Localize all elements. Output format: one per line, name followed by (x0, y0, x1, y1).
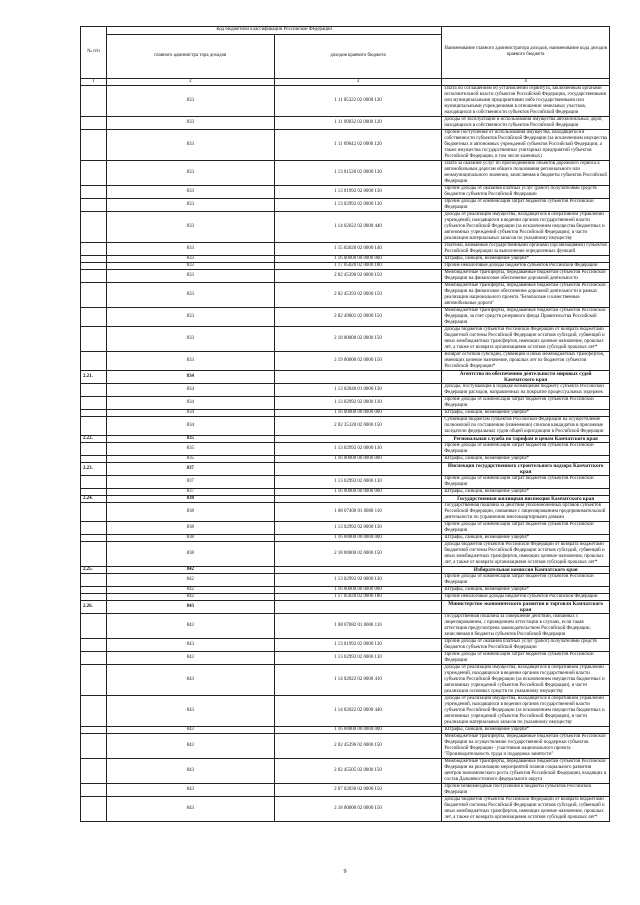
row-description: Межбюджетные трансферты, передаваемые бюджетам субъектов Российской Федерации на финансовое обеспечение дорожной деятельности в рамках реализации национального проекта "Безопасные и качественные автомобильные дороги" (442, 282, 610, 307)
row-admin-code: 834 (107, 370, 275, 383)
row-number (81, 129, 107, 160)
table-row (81, 185, 610, 198)
table-row (81, 269, 610, 282)
row-description: Штрафы, санкции, возмещение ущерба* (442, 488, 610, 495)
row-description: Прочие неналоговые доходы бюджетов субъектов Российской Федерации (442, 593, 610, 600)
row-revenue-code (274, 495, 442, 502)
table-row (81, 396, 610, 409)
row-description: Инспекция государственного строительного надзора Камчатского края (442, 462, 610, 475)
row-description: Доходы бюджетов субъектов Российской Федерации от возврата бюджетами бюджетной системы Российской Федерации остатков субсидий, субвенций и иных межбюджетных трансфертов, имеющих целевое назначение, прошлых лет, а также от возврата организациями остатков субсидий прошлых лет* (442, 326, 610, 351)
table-row (81, 198, 610, 211)
row-admin-code: 843 (107, 726, 275, 733)
row-description: Министерство экономического развития и торговли Камчатского края (442, 600, 610, 613)
table-row (81, 613, 610, 638)
row-description: Агентство по обеспечению деятельности мировых судей Камчатского края (442, 370, 610, 383)
table-row (81, 593, 610, 600)
row-number (81, 695, 107, 726)
row-number (81, 242, 107, 255)
header-index-1: 1 (81, 78, 107, 85)
table-row (81, 242, 610, 255)
table-row (81, 262, 610, 269)
row-admin-code: 843 (107, 638, 275, 651)
row-number (81, 733, 107, 758)
row-description: Государственная пошлина за совершение действий, связанных с лицензированием, с проведением аттестации в случаях, если такая аттестация предусмотрена законодательством Российской Федерации, зачисляемая в бюджеты субъектов Российской Федерации (442, 613, 610, 638)
row-number (81, 664, 107, 695)
row-description: Государственная пошлина за действия уполномоченных органов субъектов Российской Федерации, связанные с лицензированием предпринимательской деятельности по управлению многоквартирными домами (442, 502, 610, 521)
row-admin-code: 843 (107, 733, 275, 758)
row-admin-code: 843 (107, 758, 275, 783)
table-row (81, 488, 610, 495)
row-description: Прочие неналоговые доходы бюджетов субъектов Российской Федерации (442, 262, 610, 269)
row-revenue-code: 2 18 00000 02 0000 150 (274, 541, 442, 566)
row-description: Прочие поступления от использования имущества, находящегося в собственности субъектов Российской Федерации (за исключением имущества бюджетных и автономных учреждений субъектов Российской Федерации, а также имущества государственных унитарных предприятий субъектов Российской Федерации, в том числе казенных) (442, 129, 610, 160)
row-revenue-code: 1 13 02992 02 0000 130 (274, 442, 442, 455)
row-revenue-code: 1 17 05020 02 0000 180 (274, 262, 442, 269)
table-row (81, 282, 610, 307)
row-revenue-code: 1 13 01992 02 0000 130 (274, 638, 442, 651)
section-row (81, 462, 610, 475)
row-revenue-code: 1 14 02022 02 0000 440 (274, 695, 442, 726)
header-num: № п/п (81, 27, 107, 79)
row-revenue-code: 2 18 00000 02 0000 150 (274, 326, 442, 351)
table-row (81, 502, 610, 521)
table-row (81, 455, 610, 462)
row-admin-code: 843 (107, 664, 275, 695)
row-number (81, 541, 107, 566)
row-revenue-code: 1 16 00000 00 0000 000 (274, 534, 442, 541)
row-number (81, 85, 107, 116)
row-number (81, 326, 107, 351)
row-revenue-code: 1 13 02992 02 0000 130 (274, 651, 442, 664)
row-number (81, 211, 107, 242)
row-number (81, 455, 107, 462)
row-revenue-code (274, 566, 442, 573)
row-revenue-code: 1 13 02992 02 0000 130 (274, 521, 442, 534)
row-number (81, 726, 107, 733)
row-revenue-code: 2 19 00000 02 0000 150 (274, 351, 442, 370)
row-admin-code: 843 (107, 783, 275, 796)
row-admin-code: 835 (107, 442, 275, 455)
row-description: Государственная жилищная инспекция Камчатского края (442, 495, 610, 502)
row-admin-code: 843 (107, 695, 275, 726)
row-revenue-code (274, 462, 442, 475)
row-admin-code: 833 (107, 351, 275, 370)
table-row (81, 664, 610, 695)
row-description: Возврат остатков субсидий, субвенций и иных межбюджетных трансфертов, имеющих целевое назначение, прошлых лет из бюджетов субъектов Российской Федерации* (442, 351, 610, 370)
row-number (81, 269, 107, 282)
row-number (81, 488, 107, 495)
table-row (81, 442, 610, 455)
row-admin-code: 833 (107, 160, 275, 185)
row-revenue-code: 1 11 09042 02 0000 120 (274, 129, 442, 160)
row-description: Доходы бюджетов субъектов Российской Федерации от возврата бюджетами бюджетной системы Российской Федерации остатков субсидий, субвенций и иных межбюджетных трансфертов, имеющих целевое назначение, прошлых лет, а также от возврата организациями остатков субсидий прошлых лет* (442, 796, 610, 821)
row-number (81, 442, 107, 455)
row-number (81, 255, 107, 262)
row-number (81, 396, 107, 409)
row-admin-code: 833 (107, 326, 275, 351)
table-row (81, 758, 610, 783)
row-description: Штрафы, санкции, возмещение ущерба* (442, 534, 610, 541)
row-description: Прочие доходы от компенсации затрат бюджетов субъектов Российской Федерации (442, 396, 610, 409)
row-admin-code: 833 (107, 282, 275, 307)
row-description: Межбюджетные трансферты, передаваемые бюджетам субъектов Российской Федерации на финансовое обеспечение дорожной деятельности (442, 269, 610, 282)
table-row (81, 541, 610, 566)
row-number (81, 651, 107, 664)
row-description: Субвенции бюджетам субъектов Российской Федерации на осуществление полномочий по составлению (изменению) списков кандидатов в присяжные заседатели федеральных судов общей юрисдикции в Российской Федерации (442, 416, 610, 435)
row-description: Прочие доходы от компенсации затрат бюджетов субъектов Российской Федерации (442, 198, 610, 211)
row-description: Доходы от реализации имущества, находящегося в оперативном управлении учреждений, находящихся в ведении органов государственной власти субъектов Российской Федерации (за исключением имущества бюджетных и автономных учреждений субъектов Российской Федерации), в части реализации материальных запасов по указанному имуществу (442, 695, 610, 726)
row-revenue-code: 2 02 35120 02 0000 150 (274, 416, 442, 435)
row-number (81, 351, 107, 370)
row-admin-code: 834 (107, 383, 275, 396)
table-row (81, 255, 610, 262)
header-index-3: 3 (274, 78, 442, 85)
header-group: Код бюджетной классификации Российской Федерации (107, 27, 442, 35)
row-admin-code: 843 (107, 651, 275, 664)
row-admin-code: 833 (107, 269, 275, 282)
table-row (81, 475, 610, 488)
row-description: Прочие безвозмездные поступления в бюджеты субъектов Российской Федерации (442, 783, 610, 796)
table-row (81, 651, 610, 664)
row-admin-code: 833 (107, 129, 275, 160)
revenue-classification-table (80, 26, 610, 822)
row-admin-code: 843 (107, 613, 275, 638)
row-revenue-code (274, 435, 442, 442)
table-row (81, 796, 610, 821)
row-revenue-code: 1 13 02992 02 0000 130 (274, 396, 442, 409)
row-number (81, 307, 107, 326)
row-revenue-code: 1 13 01992 02 0000 130 (274, 185, 442, 198)
row-admin-code: 833 (107, 255, 275, 262)
row-revenue-code: 1 13 02992 02 0000 130 (274, 573, 442, 586)
row-revenue-code: 1 13 02992 02 0000 130 (274, 198, 442, 211)
row-number (81, 586, 107, 593)
row-admin-code: 842 (107, 593, 275, 600)
table-row (81, 351, 610, 370)
row-description: Избирательная комиссия Камчатского края (442, 566, 610, 573)
row-number (81, 383, 107, 396)
table-row (81, 733, 610, 758)
row-description: Плата по соглашениям об установлении сервитута, заключенным органами исполнительной власти субъектов Российской Федерации, государственными или муниципальными предприятиями либо государственными или муниципальными учреждениями в отношении земельных участков, находящихся в собственности субъектов Российской Федерации (442, 85, 610, 116)
row-description: Платежи, взимаемые государственными органами (организациями) субъектов Российской Федерации за выполнение определенных функций (442, 242, 610, 255)
row-revenue-code: 2 18 00000 02 0000 150 (274, 796, 442, 821)
row-admin-code: 842 (107, 573, 275, 586)
row-admin-code: 837 (107, 488, 275, 495)
table-row (81, 638, 610, 651)
table-row (81, 129, 610, 160)
row-revenue-code: 2 02 45390 02 0000 150 (274, 269, 442, 282)
row-revenue-code: 1 14 02022 02 0000 410 (274, 664, 442, 695)
row-admin-code: 834 (107, 416, 275, 435)
row-number: 2.26. (81, 600, 107, 613)
row-admin-code: 842 (107, 566, 275, 573)
header-name: Наименование главного администратора доходов, наименование кода доходов краевого бюджета (442, 27, 610, 79)
row-number (81, 638, 107, 651)
row-revenue-code: 1 16 00000 00 0000 000 (274, 726, 442, 733)
row-description: Региональная служба по тарифам и ценам Камчатского края (442, 435, 610, 442)
row-number (81, 262, 107, 269)
row-number (81, 416, 107, 435)
row-revenue-code: 1 16 00000 00 0000 000 (274, 488, 442, 495)
row-revenue-code: 2 07 02030 02 0000 150 (274, 783, 442, 796)
row-revenue-code: 1 16 00000 00 0000 000 (274, 409, 442, 416)
section-row (81, 495, 610, 502)
section-row (81, 370, 610, 383)
row-revenue-code: 2 02 45296 02 0000 150 (274, 733, 442, 758)
table-row (81, 326, 610, 351)
row-description: Межбюджетные трансферты, передаваемые бюджетам субъектов Российской Федерации на осуществление государственной поддержки субъектов Российской Федерации - участников национального проекта "Производительность труда и поддержка занятости" (442, 733, 610, 758)
row-description: Прочие доходы от компенсации затрат бюджетов субъектов Российской Федерации (442, 521, 610, 534)
row-description: Прочие доходы от компенсации затрат бюджетов субъектов Российской Федерации (442, 651, 610, 664)
row-admin-code: 833 (107, 85, 275, 116)
table-row (81, 695, 610, 726)
row-admin-code: 833 (107, 307, 275, 326)
row-admin-code: 833 (107, 211, 275, 242)
table-row (81, 116, 610, 129)
row-description: Штрафы, санкции, возмещение ущерба* (442, 455, 610, 462)
row-description: Доходы, поступающие в порядке возмещения бюджету субъекта Российской Федерации расходов, направленных на покрытие процессуальных издержек (442, 383, 610, 396)
row-admin-code: 833 (107, 185, 275, 198)
row-description: Доходы от эксплуатации и использования имущества автомобильных дорог, находящихся в собственности субъектов Российской Федерации (442, 116, 610, 129)
row-number (81, 783, 107, 796)
table-body (81, 85, 610, 821)
document-page (80, 26, 610, 875)
row-revenue-code: 2 02 45393 02 0000 150 (274, 282, 442, 307)
row-revenue-code: 1 14 02022 02 0000 440 (274, 211, 442, 242)
row-revenue-code: 1 13 02040 01 0000 130 (274, 383, 442, 396)
row-number: 2.23. (81, 462, 107, 475)
row-admin-code: 833 (107, 242, 275, 255)
section-row (81, 600, 610, 613)
row-revenue-code: 1 11 05322 02 0000 120 (274, 85, 442, 116)
row-revenue-code: 2 02 49001 02 0000 150 (274, 307, 442, 326)
row-revenue-code: 1 16 00000 00 0000 000 (274, 586, 442, 593)
row-description: Прочие доходы от компенсации затрат бюджетов субъектов Российской Федерации (442, 573, 610, 586)
row-description: Штрафы, санкции, возмещение ущерба* (442, 586, 610, 593)
row-revenue-code: 1 08 07400 01 0000 110 (274, 502, 442, 521)
row-number (81, 282, 107, 307)
row-admin-code: 834 (107, 396, 275, 409)
row-number (81, 593, 107, 600)
row-description: Прочие доходы от оказания платных услуг (работ) получателями средств бюджетов субъектов Российской Федерации (442, 185, 610, 198)
page-number: 9 (343, 869, 347, 875)
row-admin-code: 838 (107, 495, 275, 502)
header-index-4: 4 (442, 78, 610, 85)
row-admin-code: 835 (107, 455, 275, 462)
table-row (81, 383, 610, 396)
row-admin-code: 843 (107, 796, 275, 821)
row-description: Доходы от реализации имущества, находящегося в оперативном управлении учреждений, находящихся в ведении органов государственной власти субъектов Российской Федерации (за исключением имущества бюджетных и автономных учреждений субъектов Российской Федерации), в части реализации основных средств по указанному имуществу (442, 664, 610, 695)
row-revenue-code: 1 13 02992 02 0000 130 (274, 475, 442, 488)
row-description: Прочие доходы от оказания платных услуг (работ) получателями средств бюджетов субъектов Российской Федерации (442, 638, 610, 651)
row-description: Межбюджетные трансферты, передаваемые бюджетам субъектов Российской Федерации, за счет средств резервного фонда Правительства Российской Федерации (442, 307, 610, 326)
row-number: 2.25. (81, 566, 107, 573)
row-admin-code: 834 (107, 409, 275, 416)
row-number (81, 613, 107, 638)
table-row (81, 783, 610, 796)
row-admin-code: 837 (107, 462, 275, 475)
row-admin-code: 838 (107, 502, 275, 521)
row-description: Штрафы, санкции, возмещение ущерба* (442, 409, 610, 416)
row-admin-code: 842 (107, 586, 275, 593)
row-admin-code: 833 (107, 116, 275, 129)
row-revenue-code: 1 16 00000 00 0000 000 (274, 455, 442, 462)
row-description: Штрафы, санкции, возмещение ущерба* (442, 726, 610, 733)
row-description: Межбюджетные трансферты, передаваемые бюджетам субъектов Российской Федерации на реализацию мероприятий планов социального развития центров экономического роста субъектов Российской Федерации, входящих в состав Дальневосточного федерального округа (442, 758, 610, 783)
row-revenue-code: 1 15 02020 02 0000 140 (274, 242, 442, 255)
header-index-2: 2 (107, 78, 275, 85)
table-row (81, 573, 610, 586)
row-admin-code: 835 (107, 435, 275, 442)
row-number (81, 409, 107, 416)
row-description: Прочие доходы от компенсации затрат бюджетов субъектов Российской Федерации (442, 442, 610, 455)
row-number: 2.24. (81, 495, 107, 502)
row-number (81, 475, 107, 488)
row-number (81, 160, 107, 185)
row-revenue-code (274, 370, 442, 383)
table-row (81, 160, 610, 185)
row-description: Доходы бюджетов субъектов Российской Федерации от возврата бюджетами бюджетной системы Российской Федерации остатков субсидий, субвенций и иных межбюджетных трансфертов, имеющих целевое назначение, прошлых лет, а также от возврата организациями остатков субсидий прошлых лет* (442, 541, 610, 566)
row-number (81, 116, 107, 129)
row-description: Прочие доходы от компенсации затрат бюджетов субъектов Российской Федерации (442, 475, 610, 488)
row-description: Плата за оказание услуг по присоединению объектов дорожного сервиса к автомобильным дорогам общего пользования регионального или межмуниципального значения, зачисляемая в бюджеты субъектов Российской Федерации (442, 160, 610, 185)
row-admin-code: 838 (107, 521, 275, 534)
row-admin-code: 843 (107, 600, 275, 613)
header-admin: главного администра тора доходов (107, 34, 275, 78)
row-admin-code: 838 (107, 534, 275, 541)
table-row (81, 534, 610, 541)
row-number (81, 796, 107, 821)
section-row (81, 435, 610, 442)
row-revenue-code: 2 02 45505 02 0000 150 (274, 758, 442, 783)
row-number: 2.21. (81, 370, 107, 383)
row-revenue-code (274, 600, 442, 613)
table-row (81, 211, 610, 242)
section-row (81, 566, 610, 573)
table-row (81, 85, 610, 116)
row-number (81, 198, 107, 211)
row-revenue-code: 1 17 05020 02 0000 180 (274, 593, 442, 600)
row-revenue-code: 1 08 07082 01 0000 110 (274, 613, 442, 638)
table-row (81, 726, 610, 733)
row-admin-code: 833 (107, 262, 275, 269)
row-revenue-code: 1 13 01520 02 0000 130 (274, 160, 442, 185)
table-row (81, 416, 610, 435)
table-row (81, 521, 610, 534)
row-revenue-code: 1 16 00000 00 0000 000 (274, 255, 442, 262)
row-number (81, 502, 107, 521)
header-code: доходов краевого бюджета (274, 34, 442, 78)
row-admin-code: 833 (107, 198, 275, 211)
row-number (81, 758, 107, 783)
row-description: Доходы от реализации имущества, находящегося в оперативном управлении учреждений, находящихся в ведении органов государственной власти субъектов Российской Федерации (за исключением имущества бюджетных и автономных учреждений субъектов Российской Федерации), в части реализации материальных запасов по указанному имуществу (442, 211, 610, 242)
row-number: 2.22. (81, 435, 107, 442)
row-number (81, 521, 107, 534)
row-description: Штрафы, санкции, возмещение ущерба* (442, 255, 610, 262)
table-row (81, 307, 610, 326)
row-revenue-code: 1 11 09032 02 0000 120 (274, 116, 442, 129)
row-number (81, 534, 107, 541)
row-number (81, 185, 107, 198)
row-admin-code: 838 (107, 541, 275, 566)
table-row (81, 409, 610, 416)
row-admin-code: 837 (107, 475, 275, 488)
table-row (81, 586, 610, 593)
row-number (81, 573, 107, 586)
